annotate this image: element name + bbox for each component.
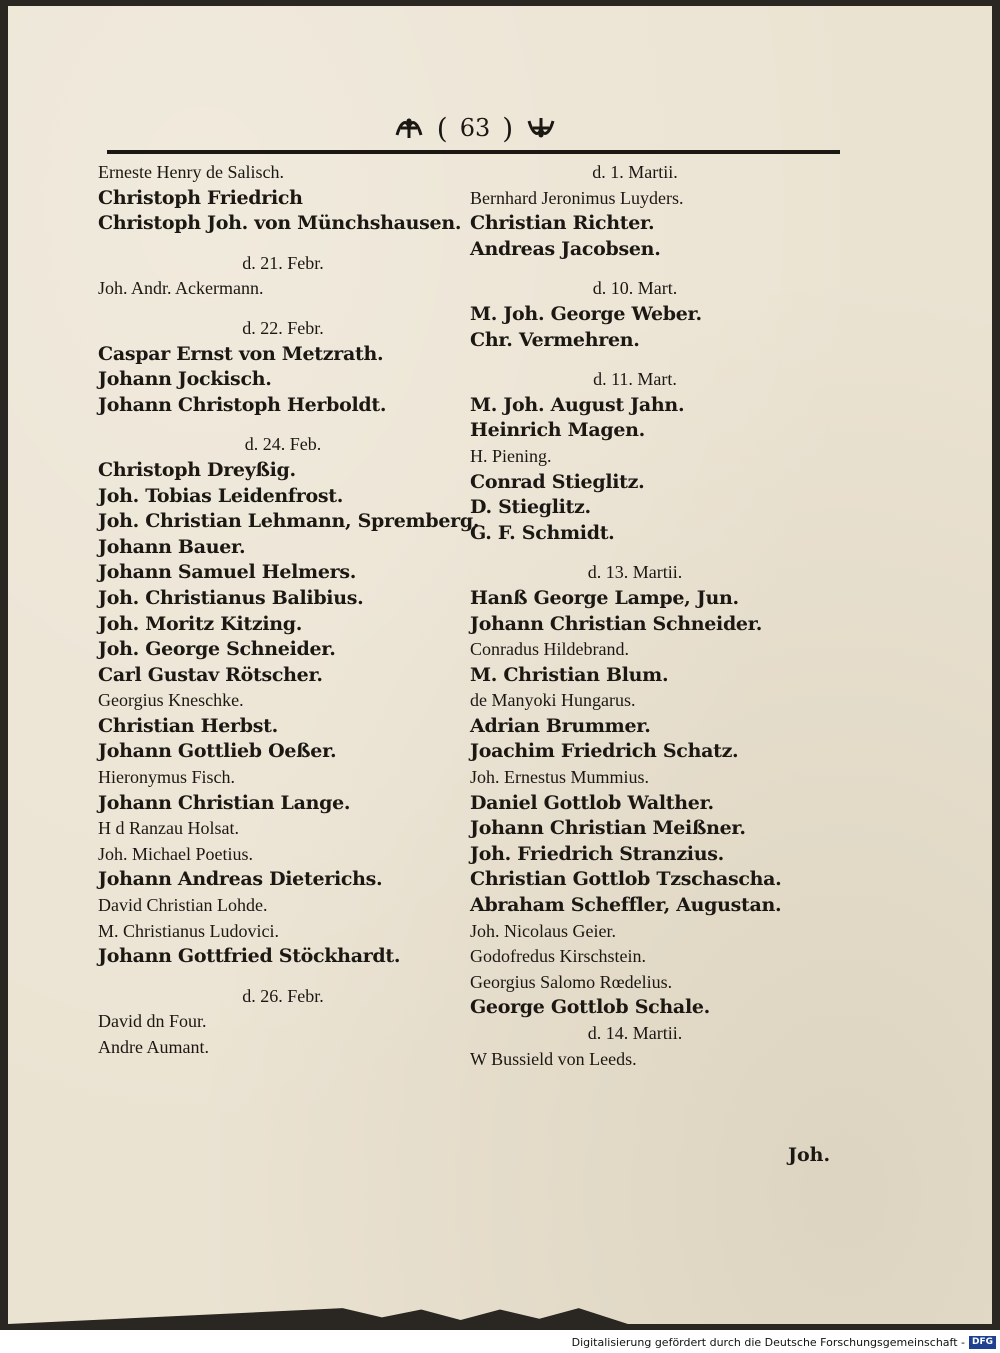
name-entry: M. Joh. August Jahn. xyxy=(470,393,685,416)
name-entry: Christian Richter. xyxy=(470,212,655,235)
name-entry: M. Joh. George Weber. xyxy=(470,302,702,325)
name-entry: Conrad Stieglitz. xyxy=(470,470,645,493)
name-entry: Christoph Friedrich xyxy=(98,186,303,209)
date-heading: d. 13. Martii. xyxy=(587,562,683,583)
name-entry: Johann Christoph Herboldt. xyxy=(98,393,387,416)
date-heading: d. 1. Martii. xyxy=(592,162,678,182)
name-entry: Christoph Dreyßig. xyxy=(98,458,296,481)
name-entry: Joh. Christianus Balibius. xyxy=(98,586,364,609)
name-entry: Georgius Kneschke. xyxy=(98,690,244,711)
name-entry: Joh. Moritz Kitzing. xyxy=(98,612,303,635)
name-entry: Johann Bauer. xyxy=(98,535,246,558)
name-entry: Caspar Ernst von Metzrath. xyxy=(98,342,384,365)
name-entry: Joh. Christian Lehmann, Spremberg. xyxy=(98,510,480,533)
name-entry: Abraham Scheffler, Augustan. xyxy=(470,894,782,917)
name-entry: Joh. Nicolaus Geier. xyxy=(470,920,616,941)
name-entry: Johann Jockisch. xyxy=(98,368,272,391)
catchword: Joh. xyxy=(788,1144,831,1166)
name-entry: Johann Gottlieb Oeßer. xyxy=(98,740,337,763)
name-entry: Johann Christian Lange. xyxy=(98,791,351,814)
date-heading: d. 10. Mart. xyxy=(592,278,678,299)
name-entry: Christian Herbst. xyxy=(98,714,278,737)
footer-text: Digitalisierung gefördert durch die Deutsche Forschungsgemeinschaft - xyxy=(571,1335,965,1349)
name-entry: Joh. Tobias Leidenfrost. xyxy=(98,484,344,507)
column-gap xyxy=(98,237,468,251)
date-heading: d. 21. Febr. xyxy=(242,252,324,273)
fleuron-left-icon xyxy=(393,115,425,141)
name-entry: Johann Samuel Helmers. xyxy=(98,561,357,584)
name-entry: Conradus Hildebrand. xyxy=(470,639,629,660)
name-entry: Hieronymus Fisch. xyxy=(98,767,235,788)
name-entry: Bernhard Jeronimus Luyders. xyxy=(470,187,684,208)
name-entry: H d Ranzau Holsat. xyxy=(98,818,239,839)
column-gap xyxy=(98,418,468,432)
name-entry: Georgius Salomo Rœdelius. xyxy=(470,971,673,992)
date-heading: d. 14. Martii. xyxy=(587,1023,683,1043)
date-heading: d. 24. Feb. xyxy=(244,434,322,455)
header-right-paren: ) xyxy=(502,111,514,145)
column-gap xyxy=(470,546,800,560)
name-entry: D. Stieglitz. xyxy=(470,496,591,519)
page-header xyxy=(340,108,610,148)
name-entry: Joh. Andr. Ackermann. xyxy=(98,278,264,299)
name-entry: Adrian Brummer. xyxy=(470,714,651,737)
name-entry: G. F. Schmidt. xyxy=(470,521,615,544)
name-entry: M. Christianus Ludovici. xyxy=(98,920,279,941)
name-entry: Heinrich Magen. xyxy=(470,419,645,442)
column-gap xyxy=(98,302,468,316)
name-entry: Christian Gottlob Tzschascha. xyxy=(470,868,782,891)
name-entry: David dn Four. xyxy=(98,1011,207,1032)
name-entry: W Bussield von Leeds. xyxy=(470,1048,637,1069)
name-entry: George Gottlob Schale. xyxy=(470,996,710,1019)
name-entry: Joh. Friedrich Stranzius. xyxy=(470,842,724,865)
name-entry: de Manyoki Hungarus. xyxy=(470,690,636,711)
name-entry: M. Christian Blum. xyxy=(470,663,669,686)
right-column xyxy=(470,160,800,1072)
name-entry: Hanß George Lampe, Jun. xyxy=(470,586,739,609)
column-gap xyxy=(98,970,468,984)
fleuron-right-icon xyxy=(525,115,557,141)
date-heading: d. 22. Febr. xyxy=(242,317,324,338)
date-heading: d. 26. Febr. xyxy=(242,985,324,1006)
digitization-footer xyxy=(571,1335,996,1349)
name-entry: H. Piening. xyxy=(470,445,552,466)
name-entry: Johann Andreas Dieterichs. xyxy=(98,868,383,891)
header-left-paren: ( xyxy=(436,111,448,145)
date-heading: d. 11. Mart. xyxy=(593,369,677,390)
name-entry: Andreas Jacobsen. xyxy=(470,237,661,260)
name-entry: Johann Christian Meißner. xyxy=(470,817,746,840)
name-entry: Joh. Michael Poetius. xyxy=(98,843,253,864)
header-rule xyxy=(107,150,840,154)
name-entry: Daniel Gottlob Walther. xyxy=(470,791,714,814)
name-entry: Joh. Ernestus Mummius. xyxy=(470,767,650,788)
left-column xyxy=(98,160,480,1061)
name-entry: Godofredus Kirschstein. xyxy=(470,946,646,967)
name-entry: Joachim Friedrich Schatz. xyxy=(470,740,739,763)
page-number: 63 xyxy=(459,114,491,142)
name-entry: Johann Gottfried Stöckhardt. xyxy=(98,945,401,968)
dfg-logo: DFG xyxy=(969,1336,996,1349)
name-entry: Christoph Joh. von Münchshausen. xyxy=(98,212,462,235)
column-gap xyxy=(470,353,800,367)
name-entry: Carl Gustav Rötscher. xyxy=(98,663,323,686)
name-entry: Joh. George Schneider. xyxy=(98,638,336,661)
name-entry: Johann Christian Schneider. xyxy=(470,612,763,635)
column-gap xyxy=(470,262,800,276)
name-entry: Erneste Henry de Salisch. xyxy=(98,162,284,182)
name-entry: Andre Aumant. xyxy=(98,1037,209,1057)
name-entry: David Christian Lohde. xyxy=(98,895,268,916)
name-entry: Chr. Vermehren. xyxy=(470,328,640,351)
